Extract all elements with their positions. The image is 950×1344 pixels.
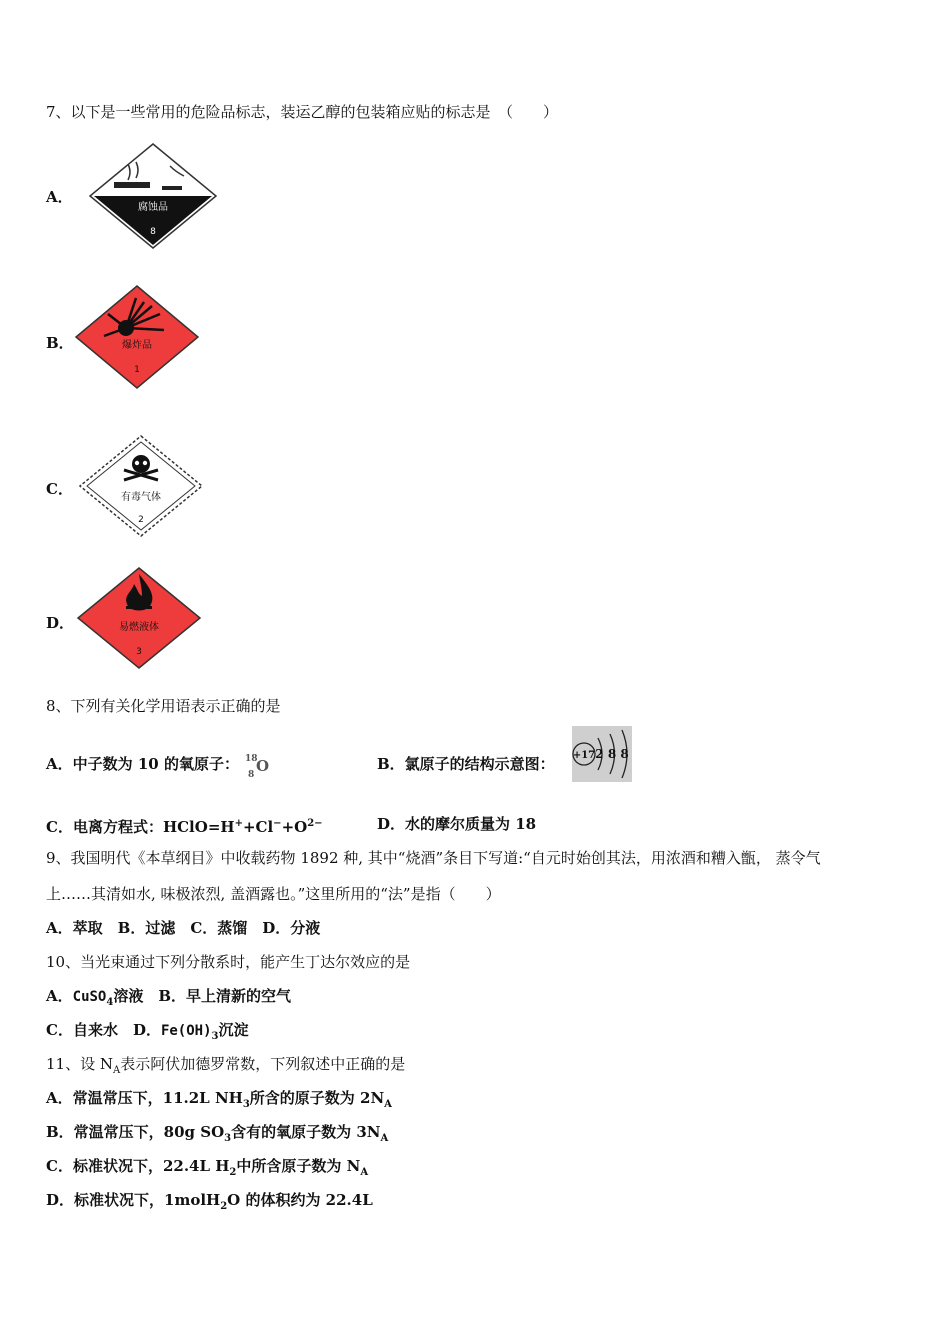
corrosive-sign-icon (88, 142, 218, 250)
q11-option-d: D．标准状况下，1molH$_2$O 的体积约为 22.4L (46, 1191, 373, 1212)
q7-option-a-label: A． (46, 188, 73, 206)
q8-option-c: C．电离方程式：$HClO=H^++Cl^-+O^{2-}$ (46, 818, 323, 836)
q9-options: A．萃取 B．过滤 C．蒸馏 D．分液 (46, 919, 321, 937)
toxic-gas-sign-number: 2 (138, 515, 144, 525)
q10-option-cd: C．自来水 D．$Fe(OH)_3$沉淀 (46, 1021, 249, 1042)
q11-option-c: C．标准状况下，22.4L $H_2$中所含原子数为 $N_A$ (46, 1157, 369, 1178)
q10-stem: 10、当光束通过下列分散系时，能产生丁达尔效应的是 (46, 953, 411, 971)
corrosive-sign-number: 8 (150, 227, 156, 237)
explosive-sign-number: 1 (134, 365, 140, 375)
explosive-sign-icon (74, 284, 200, 390)
q8-option-a-text: A．中子数为 10 的氧原子： (46, 755, 239, 773)
toxic-gas-sign-icon (78, 434, 204, 538)
q10-option-ab: A．CuSO$_4$溶液 B．早上清新的空气 (46, 987, 292, 1008)
flammable-liquid-sign-icon (76, 566, 202, 670)
oxygen-nuclide: 18 8 O (244, 754, 270, 780)
q8-option-d: D．水的摩尔质量为 18 (377, 815, 537, 833)
svg-text:+17: +17 (572, 750, 596, 761)
q7-stem: 7、以下是一些常用的危险品标志，装运乙醇的包装箱应贴的标志是 （ ） (46, 103, 559, 121)
q8-option-b-text: B．氯原子的结构示意图： (377, 755, 555, 773)
toxic-gas-sign-label: 有毒气体 (121, 492, 161, 503)
q7-option-d-label: D． (46, 614, 75, 632)
q9-stem-line2: 上……其清如水, 味极浓烈, 盖酒露也。”这里所用的“法”是指（ ） (46, 885, 501, 903)
q8-option-a (46, 754, 271, 780)
flammable-liquid-sign-number: 3 (136, 647, 142, 657)
flammable-liquid-sign-label: 易燃液体 (119, 622, 159, 633)
chlorine-atom-diagram (572, 726, 632, 782)
q11-option-b: B．常温常压下，80g $SO_3$含有的氧原子数为 $3N_A$ (46, 1123, 389, 1144)
q11-stem: 11、设 $N_A$表示阿伏加德罗常数，下列叙述中正确的是 (46, 1055, 406, 1076)
q9-stem-line1: 9、我国明代《本草纲目》中收载药物 1892 种, 其中“烧酒”条目下写道:“自元时始创其法，用浓酒和糟入甑， 蒸令气 (46, 849, 821, 867)
q8-stem: 8、下列有关化学用语表示正确的是 (46, 697, 281, 715)
explosive-sign-label: 爆炸品 (122, 340, 152, 351)
corrosive-sign-label: 腐蚀品 (138, 202, 168, 213)
q7-option-c-label: C． (46, 480, 73, 498)
q11-option-a: A．常温常压下，11.2L $NH_3$所含的原子数为 $2N_A$ (46, 1089, 392, 1110)
q7-option-b-label: B． (46, 334, 74, 352)
svg-text:2 8 8: 2 8 8 (595, 747, 629, 761)
